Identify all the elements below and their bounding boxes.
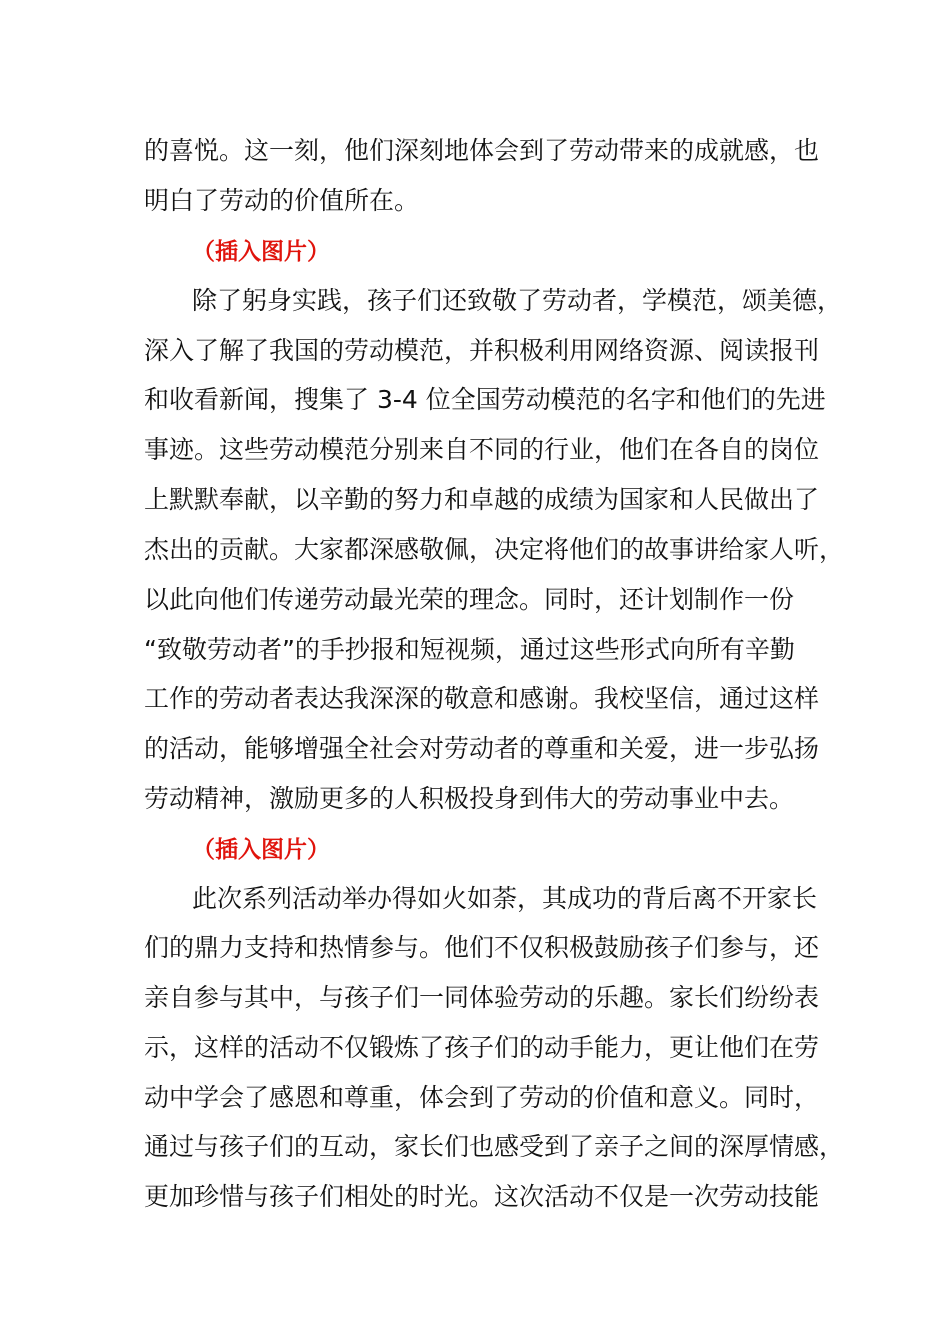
text-line: 亲自参与其中，与孩子们一同体验劳动的乐趣。家长们纷纷表 [144, 983, 820, 1012]
paragraph-first-line: 此次系列活动举办得如火如荼，其成功的背后离不开家长 [192, 884, 818, 913]
text-line: 明白了劳动的价值所在。 [144, 186, 420, 215]
image-placeholder-note: （插入图片） [192, 239, 330, 265]
image-placeholder-note: （插入图片） [192, 837, 330, 863]
text-line: 动中学会了感恩和尊重，体会到了劳动的价值和意义。同时， [144, 1083, 820, 1112]
text-line: 更加珍惜与孩子们相处的时光。这次活动不仅是一次劳动技能 [144, 1182, 820, 1211]
text-line: “致敬劳动者”的手抄报和短视频，通过这些形式向所有辛勤 [144, 635, 795, 664]
text-line: 深入了解了我国的劳动模范，并积极利用网络资源、阅读报刊 [144, 336, 820, 365]
text-line: 的活动，能够增强全社会对劳动者的尊重和关爱，进一步弘扬 [144, 734, 820, 763]
text-line: 和收看新闻，搜集了 3-4 位全国劳动模范的名字和他们的先进 [144, 385, 826, 414]
text-line: 杰出的贡献。大家都深感敬佩，决定将他们的故事讲给家人听， [144, 535, 845, 564]
text-line: 示，这样的活动不仅锻炼了孩子们的动手能力，更让他们在劳 [144, 1033, 820, 1062]
text-line: 的喜悦。这一刻，他们深刻地体会到了劳动带来的成就感，也 [144, 136, 820, 165]
text-line: 以此向他们传递劳动最光荣的理念。同时，还计划制作一份 [144, 585, 795, 614]
paragraph-first-line: 除了躬身实践，孩子们还致敬了劳动者，学模范，颂美德， [192, 286, 843, 315]
text-line: 事迹。这些劳动模范分别来自不同的行业，他们在各自的岗位 [144, 435, 820, 464]
text-line: 们的鼎力支持和热情参与。他们不仅积极鼓励孩子们参与，还 [144, 933, 820, 962]
text-line: 劳动精神，激励更多的人积极投身到伟大的劳动事业中去。 [144, 784, 795, 813]
text-line: 通过与孩子们的互动，家长们也感受到了亲子之间的深厚情感， [144, 1132, 845, 1161]
text-line: 上默默奉献，以辛勤的努力和卓越的成绩为国家和人民做出了 [144, 485, 820, 514]
text-line: 工作的劳动者表达我深深的敬意和感谢。我校坚信，通过这样 [144, 684, 820, 713]
